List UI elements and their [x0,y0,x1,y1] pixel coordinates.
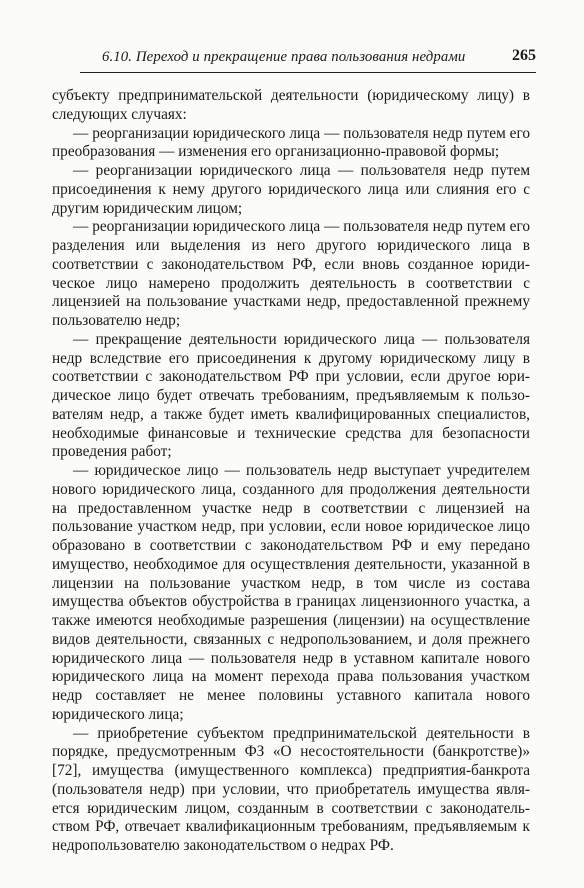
header-rule [80,72,536,73]
list-item-termination: — прекращение деятельности юридического лица — пользователя недр вследствие его присоединения к другому юридическому лицу в соответствии с законодательством РФ при условии, если другое юридическое лицо будет отвечать требованиям, предъявляемым к пользователям недр, а также будет иметь квалифицированных специалистов, необходимые финансовые и технические средства для безопасности проведения работ; [52,330,530,461]
paragraph-continuation: субъекту предпринимательской деятельности (юридическому лицу) в следующих случаях: [52,87,530,123]
page-number: 265 [512,47,536,64]
list-item-founder: — юридическое лицо — пользователь недр выступает учредителем нового юридического лица, созданного для продолжения деятельности на предоставленном участке недр в соответствии с лицензией на пользование участком недр, при условии, если новое юридическое лицо образовано в соответствии с законодательством РФ и ему передано имущество, необходимое для осуществления деятельности, указанной в лицензии на пользование участком недр, в том числе из состава имущества объектов обустройства в границах лицензионного участка, а также имеются необходимые разрешения (лицензии) на осуществление видов деятельности, связанных с недропользованием, и доля прежнего юридического лица — пользователя недр в уставном капитале нового юридического лица на момент перехода права пользования участком недр составляет не менее половины уставного капитала нового юридического лица; [52,462,530,723]
list-item-division: — реорганизации юридического лица — пользователя недр путем его разделения или выделения из него другого юридического лица в соответствии с законодательством РФ, если вновь созданное юридическое лицо намерено продолжить деятельность в соответствии с лицензией на пользование участками недр, предоставленной прежнему пользователю недр; [52,218,530,329]
list-item-transformation: — реорганизации юридического лица — пользователя недр путем его преобразования — изменения его организационно-правовой формы; [52,124,530,161]
body-text [52,87,530,856]
list-item-merger: — реорганизации юридического лица — пользователя недр путем присоединения к нему другого юридического лица или слияния его с другим юридическим лицом; [52,162,530,217]
list-item-bankruptcy: — приобретение субъектом предпринимательской деятельности в порядке, предусмотренным ФЗ «О несостоятельности (банкротстве)» [72], имущества (имущественного комплекса) предприятия-банкрота (пользователя недр) при условии, что приобретатель имущества является юридическим лицом, созданным в соответствии с законодательством РФ, отвечает квалификационным требованиям, предъявляемым к недропользователю законодательством о недрах РФ. [52,724,530,854]
running-header-title: 6.10. Переход и прекращение права пользования недрами [102,49,466,65]
running-header [80,47,536,71]
